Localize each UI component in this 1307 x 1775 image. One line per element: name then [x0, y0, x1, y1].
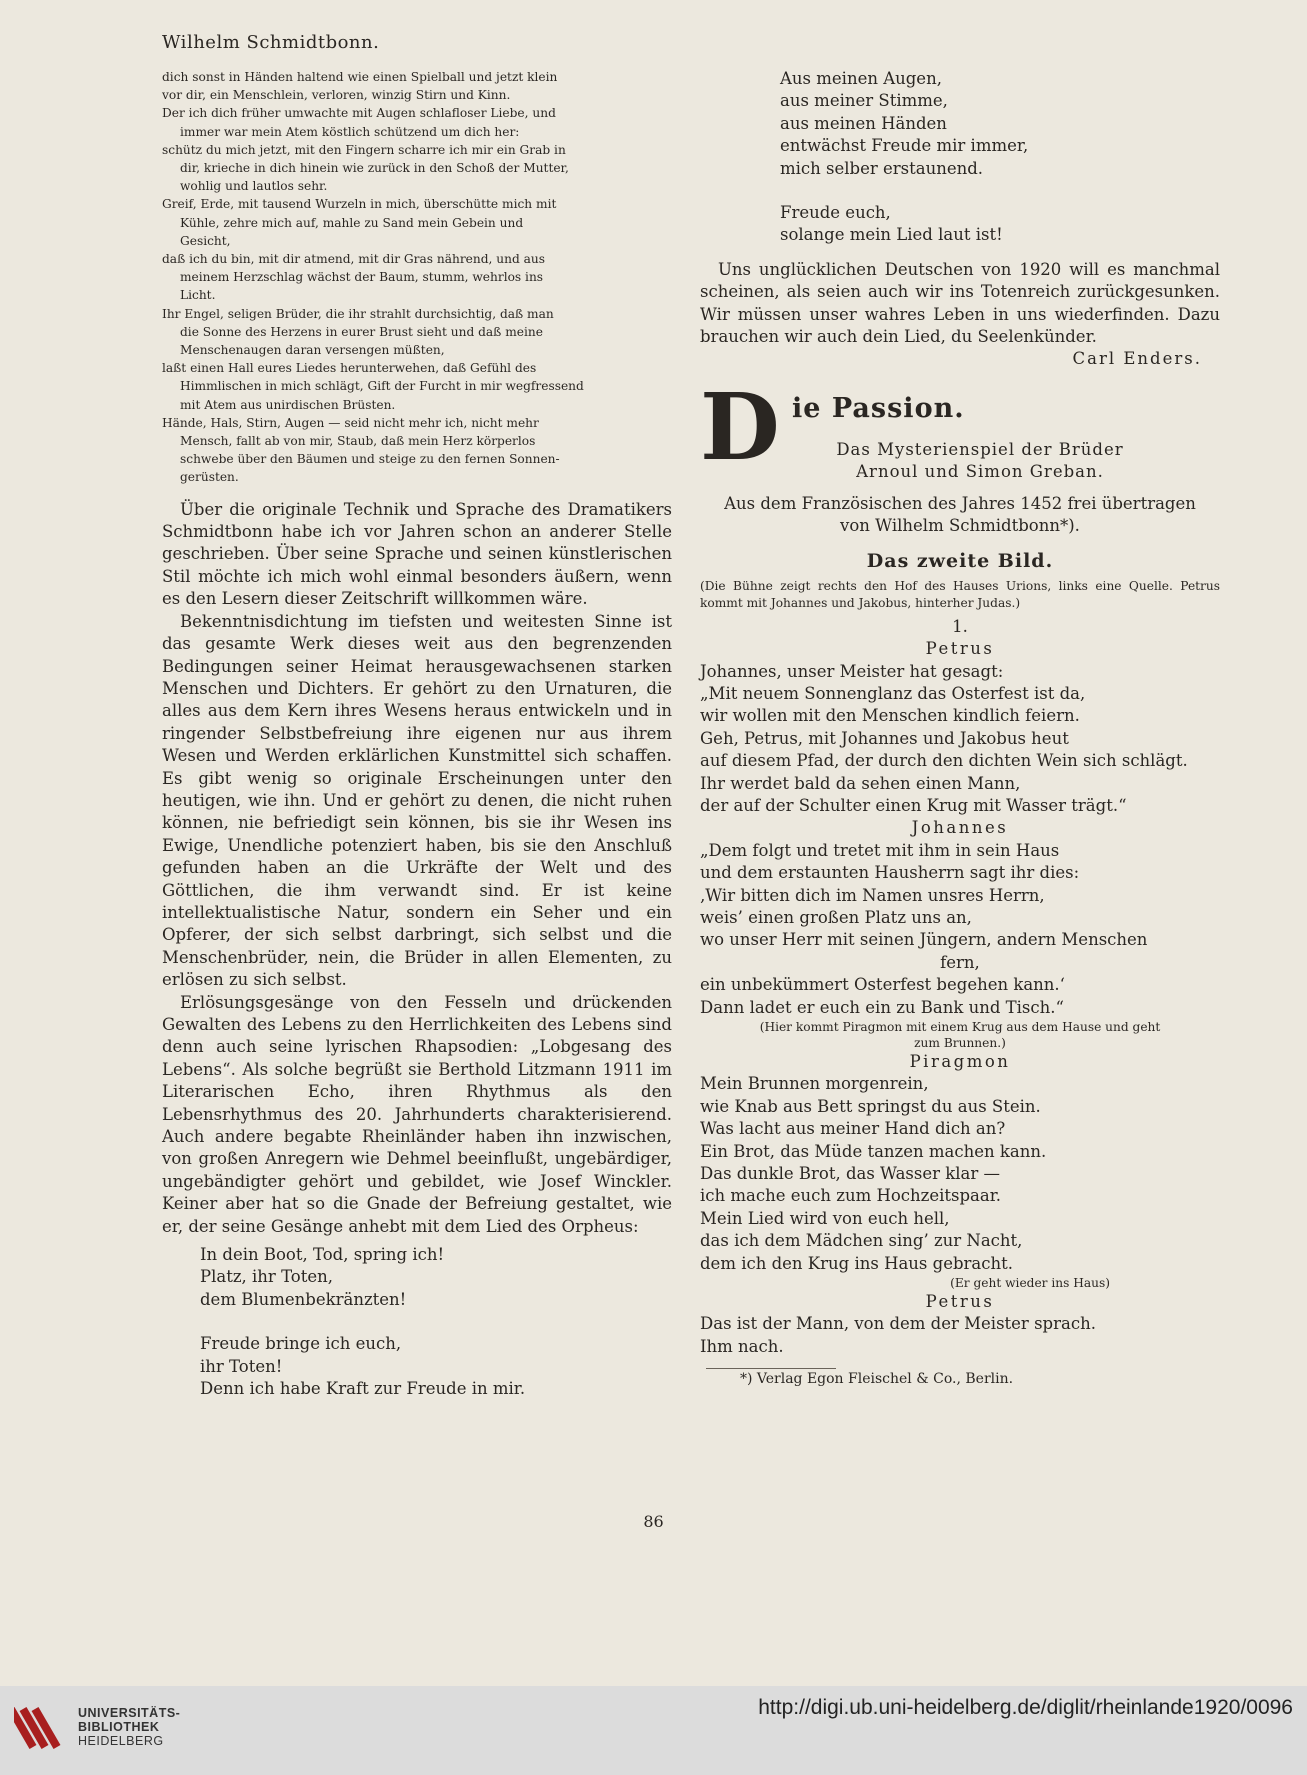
- paragraph: Erlösungsgesänge von den Fesseln und drückenden Gewalten des Lebens zu den Herrlichkeiten des Lebens sind denn auch seine lyrischen Rhapsodien: „Lobgesang des Lebens“. Als solche begrüßt sie Berthold Litzmann 1911 im Literarischen Echo, ihren Rhythmus als den Lebensrhythmus des 20. Jahrhunderts charakterisierend. Auch andere begabte Rheinländer haben ihn inzwischen, von großen Anregern wie Dehmel beeinflußt, ungebärdiger, ungebändigter gehört und gebildet, wie Josef Winckler. Keiner aber hat so die Gnade der Befreiung gestaltet, wie er, der seine Gesänge anhebt mit dem Lied des Orpheus:: [162, 992, 672, 1236]
- dialog-line: Johannes, unser Meister hat gesagt:: [700, 661, 1004, 681]
- poem-line: immer war mein Atem köstlich schützend um dich her:: [180, 124, 520, 139]
- poem-line: Der ich dich früher umwachte mit Augen schlafloser Liebe, und: [162, 106, 556, 121]
- poem-line: meinem Herzschlag wächst der Baum, stumm, wehrlos ins: [180, 270, 544, 285]
- poem-line: schwebe über den Bäumen und steige zu den fernen Sonnen-: [180, 452, 560, 467]
- poem-line: dir, krieche in dich hinein wie zurück in den Schoß der Mutter,: [180, 161, 569, 176]
- signature: Carl Enders.: [1072, 349, 1202, 369]
- poem-small: [162, 68, 672, 487]
- verse-line: Denn ich habe Kraft zur Freude in mir.: [200, 1379, 526, 1399]
- dialog-line: der auf der Schulter einen Krug mit Wasser trägt.“: [700, 795, 1127, 815]
- dialog-line: Ein Brot, das Müde tanzen machen kann.: [700, 1141, 1047, 1161]
- verse-line: ihr Toten!: [200, 1356, 283, 1376]
- dialog-line: und dem erstaunten Hausherrn sagt ihr dies:: [700, 863, 1080, 883]
- dialog-line: auf diesem Pfad, der durch den dichten Wein sich schlägt.: [700, 751, 1188, 771]
- verse-line: Freude bringe ich euch,: [200, 1334, 402, 1354]
- verse-line: Freude euch,: [780, 203, 891, 223]
- dialog-line: wir wollen mit den Menschen kindlich feiern.: [700, 706, 1080, 726]
- stage-line: (Hier kommt Piragmon mit einem Krug aus dem Hause und geht: [759, 1020, 1161, 1034]
- source-url-link[interactable]: http://digi.ub.uni-heidelberg.de/diglit/rheinlande1920/0096: [758, 1696, 1293, 1719]
- verse-line: aus meinen Händen: [780, 113, 947, 133]
- paragraph: Bekenntnisdichtung im tiefsten und weitesten Sinne ist das gesamte Werk dieses weit aus den begrenzenden Bedingungen seiner Heimat herausgewachsenen starken Menschen und Dichters. Er gehört zu den Urnaturen, die alles aus dem Kern ihres Wesens heraus entwickeln und in ringender Selbstbefreiung ihre eigenen nur aus ihrem Wesen und Werden erklärlichen Kunstmittel sich schaffen. Es gibt wenig so originale Erscheinungen unter den heutigen, wie ihn. Und er gehört zu denen, die nicht ruhen können, nie befriedigt sein können, bis sie ihr Wesen ins Ewige, Unendliche potenziert haben, bis sie den Anschluß gefunden haben an die Urkräfte der Welt und des Göttlichen, die ihm verwandt sind. Er ist keine intellektualistische Natur, sondern ein Seher und ein Opferer, der sich selbst darbringt, sich selbst und die Menschenbrüder, nein, die Brüder in allen Elementen, zu erlösen zu sich selbst.: [162, 611, 672, 990]
- dialog-line: Ihr werdet bald da sehen einen Mann,: [700, 773, 1021, 793]
- speaker-name: Petrus: [925, 1292, 995, 1312]
- dialog-line: ein unbekümmert Osterfest begehen kann.‘: [700, 975, 1065, 995]
- dialog-line: „Dem folgt und tretet mit ihm in sein Haus: [700, 840, 1060, 860]
- dialog-line: das ich dem Mädchen sing’ zur Nacht,: [700, 1231, 1023, 1251]
- verse-block: [200, 1244, 672, 1400]
- article-title: ie Passion.: [792, 392, 965, 424]
- dialog-line: Das ist der Mann, von dem der Meister sprach.: [700, 1314, 1096, 1334]
- poem-line: Licht.: [180, 288, 216, 303]
- dialog-line: Ihm nach.: [700, 1336, 784, 1356]
- poem-line: wohlig und lautlos sehr.: [180, 179, 328, 194]
- dialog: [700, 638, 1220, 1358]
- poem-line: Himmlischen in mich schlägt, Gift der Furcht in mir wegfressend: [180, 379, 584, 394]
- poem-line: gerüsten.: [180, 470, 239, 485]
- dialog-line: Dann ladet er euch ein zu Bank und Tisch.“: [700, 997, 1064, 1017]
- verse-line: Platz, ihr Toten,: [200, 1267, 333, 1287]
- dialog-line: fern,: [940, 952, 980, 972]
- verse-line: solange mein Lied laut ist!: [780, 225, 1003, 245]
- poem-line: die Sonne des Herzens in eurer Brust sieht und daß meine: [180, 324, 543, 339]
- verse-line: Aus meinen Augen,: [780, 69, 942, 88]
- verse-block: [780, 68, 1220, 247]
- right-column: [700, 68, 1220, 1387]
- poem-line: Menschenaugen daran versengen müßten,: [180, 343, 445, 358]
- verse-line: aus meiner Stimme,: [780, 91, 948, 111]
- page-number: 86: [643, 1512, 664, 1531]
- subtitle-line: Arnoul und Simon Greban.: [856, 461, 1104, 481]
- poem-line: daß ich du bin, mit dir atmend, mit dir Gras nährend, und aus: [162, 252, 546, 267]
- speaker-name: Piragmon: [909, 1052, 1011, 1071]
- speaker-name: Petrus: [925, 639, 995, 659]
- poem-line: mit Atem aus unirdischen Brüsten.: [180, 397, 396, 412]
- poem-line: vor dir, ein Menschlein, verloren, winzig Stirn und Kinn.: [162, 88, 511, 103]
- dialog-line: wo unser Herr mit seinen Jüngern, andern Menschen: [700, 930, 1148, 950]
- act-title: Das zweite Bild.: [866, 549, 1054, 572]
- translation-note: [700, 493, 1220, 538]
- dialog-line: ich mache euch zum Hochzeitspaar.: [700, 1186, 1002, 1206]
- subtitle-line: Das Mysterienspiel der Brüder: [836, 439, 1124, 459]
- library-line: UNIVERSITÄTS-: [78, 1706, 181, 1720]
- dialog-line: weis’ einen großen Platz uns an,: [700, 907, 972, 927]
- poem-line: Hände, Hals, Stirn, Augen — seid nicht mehr ich, nicht mehr: [162, 415, 539, 430]
- poem-line: Gesicht,: [180, 233, 231, 248]
- footnote: *) Verlag Egon Fleischel & Co., Berlin.: [740, 1371, 1014, 1388]
- paragraph: Über die originale Technik und Sprache des Dramatikers Schmidtbonn habe ich vor Jahren schon an anderer Stelle geschrieben. Über seine Sprache und seinen künstlerischen Stil möchte ich mich wohl einmal besonders äußern, wenn es den Lesern dieser Zeitschrift willkommen wäre.: [162, 499, 672, 609]
- poem-line: Kühle, zehre mich auf, mahle zu Sand mein Gebein und: [180, 215, 524, 230]
- dialog-line: Geh, Petrus, mit Johannes und Jakobus heut: [700, 728, 1069, 748]
- stage-direction: (Er geht wieder ins Haus): [950, 1276, 1110, 1291]
- library-line: BIBLIOTHEK: [78, 1720, 160, 1734]
- stage-direction: [700, 1019, 1220, 1051]
- dialog-line: dem ich den Krug ins Haus gebracht.: [700, 1253, 1013, 1273]
- dialog-line: Mein Brunnen morgenrein,: [700, 1074, 929, 1094]
- poem-line: dich sonst in Händen haltend wie einen Spielball und jetzt klein: [162, 70, 558, 84]
- footer-bar: [0, 1686, 1307, 1775]
- stage-line: zum Brunnen.): [914, 1036, 1006, 1050]
- poem-line: Ihr Engel, seligen Brüder, die ihr strahlt durchsichtig, daß man: [162, 306, 554, 321]
- dialog-line: „Mit neuem Sonnenglanz das Osterfest ist da,: [700, 683, 1086, 703]
- dialog-line: Mein Lied wird von euch hell,: [700, 1208, 950, 1228]
- verse-line: mich selber erstaunend.: [780, 158, 984, 178]
- library-name: [78, 1706, 180, 1748]
- library-line: HEIDELBERG: [78, 1734, 164, 1748]
- closing-body: [700, 259, 1220, 371]
- dialog-line: ‚Wir bitten dich im Namen unsres Herrn,: [700, 885, 1045, 905]
- poem-line: Mensch, fallt ab von mir, Staub, daß mein Herz körperlos: [180, 434, 536, 449]
- verse-line: In dein Boot, Tod, spring ich!: [200, 1245, 445, 1265]
- verse-line: entwächst Freude mir immer,: [780, 136, 1029, 156]
- dialog-line: Was lacht aus meiner Hand dich an?: [700, 1119, 1006, 1139]
- stage-direction: (Die Bühne zeigt rechts den Hof des Hauses Urions, links eine Quelle. Petrus kommt mit Johannes und Jakobus, hinterher Judas.): [700, 578, 1220, 610]
- verse-line: dem Blumenbekränzten!: [200, 1289, 407, 1309]
- essay-body: [162, 499, 672, 1238]
- poem-line: schütz du mich jetzt, mit den Fingern scharre ich mir ein Grab in: [162, 142, 566, 157]
- dialog-line: wie Knab aus Bett springst du aus Stein.: [700, 1096, 1041, 1116]
- running-head: Wilhelm Schmidtbonn.: [162, 32, 380, 53]
- drop-cap: D: [700, 372, 780, 481]
- subtitle: [820, 439, 1140, 483]
- dialog-line: Das dunkle Brot, das Wasser klar —: [700, 1164, 1000, 1184]
- poem-line: Greif, Erde, mit tausend Wurzeln in mich, überschütte mich mit: [162, 197, 557, 212]
- translation-line: Aus dem Französischen des Jahres 1452 frei übertragen: [724, 493, 1196, 513]
- scene-number: 1.: [952, 616, 968, 636]
- left-column: [162, 68, 672, 1401]
- title-block: [700, 372, 1220, 493]
- poem-line: laßt einen Hall eures Liedes herunterwehen, daß Gefühl des: [162, 361, 537, 376]
- paragraph: Uns unglücklichen Deutschen von 1920 will es manchmal scheinen, als seien auch wir ins Totenreich zurückgesunken. Wir müssen unser wahres Leben in uns wiederfinden. Dazu brauchen wir auch dein Lied, du Seelenkünder.: [700, 259, 1220, 347]
- university-library-logo-icon[interactable]: [14, 1700, 74, 1760]
- footnote-rule: [706, 1368, 836, 1369]
- translation-line: von Wilhelm Schmidtbonn*).: [840, 516, 1080, 536]
- speaker-name: Johannes: [911, 818, 1009, 838]
